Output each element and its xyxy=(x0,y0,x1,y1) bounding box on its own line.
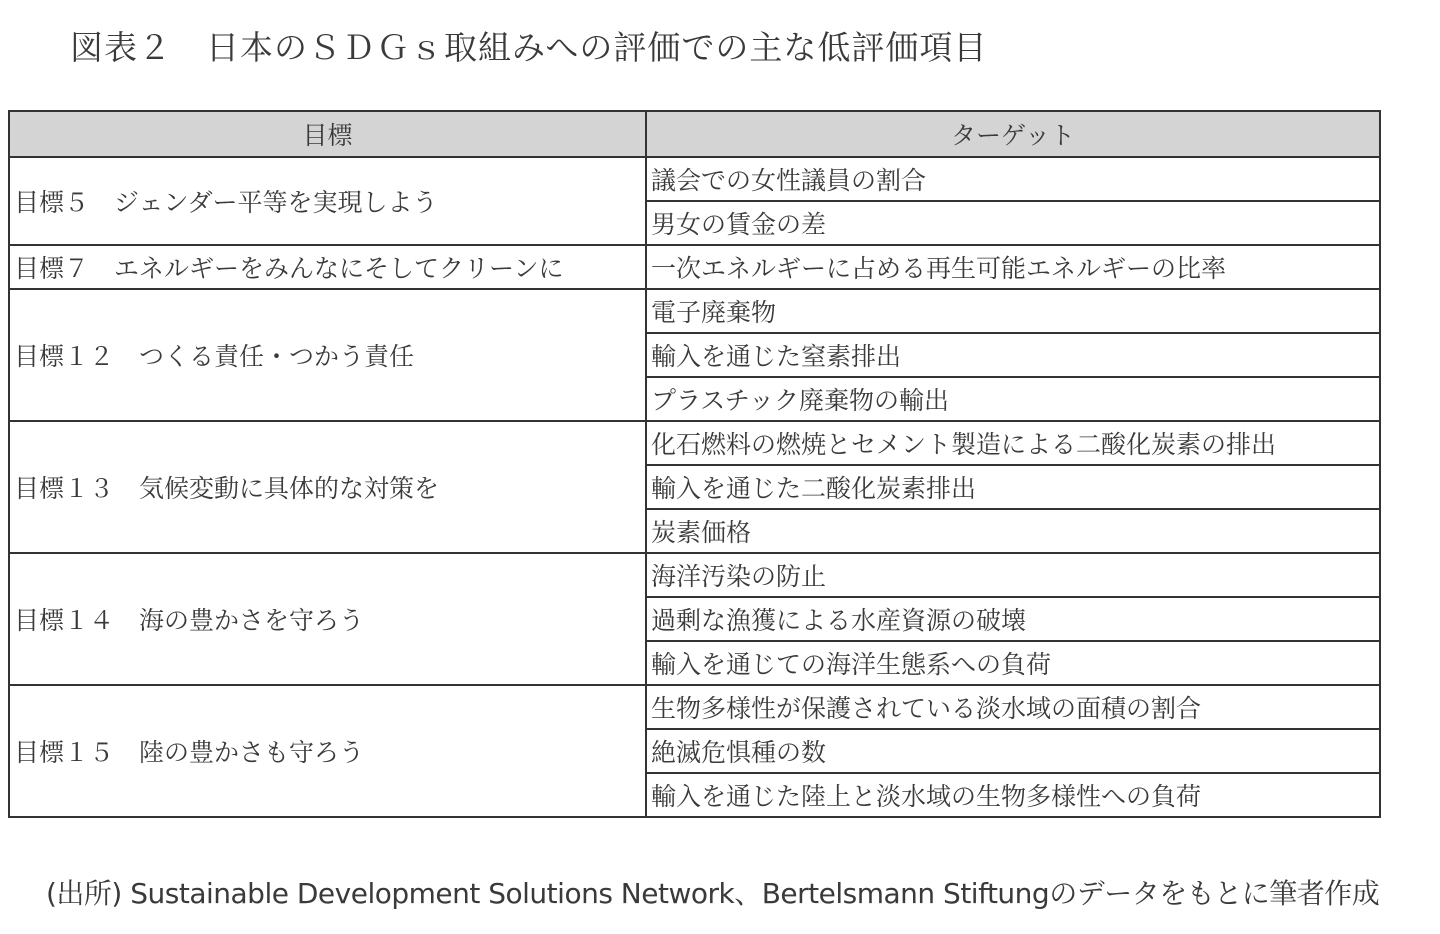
table-row xyxy=(9,421,1380,465)
goal-cell: 目標７ エネルギーをみんなにそしてクリーンに xyxy=(9,245,646,289)
table-row xyxy=(9,289,1380,333)
figure-title: 図表２ 日本のＳＤＧｓ取組みへの評価での主な低評価項目 xyxy=(70,28,988,67)
target-cell: 過剰な漁獲による水産資源の破壊 xyxy=(646,597,1380,641)
sdg-table xyxy=(8,110,1381,818)
target-cell: 輸入を通じた二酸化炭素排出 xyxy=(646,465,1380,509)
target-cell: 議会での女性議員の割合 xyxy=(646,157,1380,201)
target-cell: 輸入を通じた陸上と淡水域の生物多様性への負荷 xyxy=(646,773,1380,817)
target-cell: 一次エネルギーに占める再生可能エネルギーの比率 xyxy=(646,245,1380,289)
table-row xyxy=(9,157,1380,201)
target-cell: プラスチック廃棄物の輸出 xyxy=(646,377,1380,421)
target-cell: 絶滅危惧種の数 xyxy=(646,729,1380,773)
goal-cell: 目標５ ジェンダー平等を実現しよう xyxy=(9,157,646,245)
target-cell: 化石燃料の燃焼とセメント製造による二酸化炭素の排出 xyxy=(646,421,1380,465)
source-note: (出所) Sustainable Development Solutions Network、Bertelsmann Stiftungのデータをもとに筆者作成 xyxy=(46,877,1380,910)
column-header-target: ターゲット xyxy=(646,111,1380,157)
table-row xyxy=(9,553,1380,597)
table-body xyxy=(9,157,1380,817)
target-cell: 海洋汚染の防止 xyxy=(646,553,1380,597)
target-cell: 生物多様性が保護されている淡水域の面積の割合 xyxy=(646,685,1380,729)
goal-cell: 目標１３ 気候変動に具体的な対策を xyxy=(9,421,646,553)
goal-cell: 目標１４ 海の豊かさを守ろう xyxy=(9,553,646,685)
target-cell: 輸入を通じた窒素排出 xyxy=(646,333,1380,377)
sdg-table-container xyxy=(8,110,1379,818)
goal-cell: 目標１２ つくる責任・つかう責任 xyxy=(9,289,646,421)
table-header-row xyxy=(9,111,1380,157)
target-cell: 男女の賃金の差 xyxy=(646,201,1380,245)
table-row xyxy=(9,685,1380,729)
target-cell: 輸入を通じての海洋生態系への負荷 xyxy=(646,641,1380,685)
column-header-goal: 目標 xyxy=(9,111,646,157)
table-row xyxy=(9,245,1380,289)
target-cell: 炭素価格 xyxy=(646,509,1380,553)
target-cell: 電子廃棄物 xyxy=(646,289,1380,333)
goal-cell: 目標１５ 陸の豊かさも守ろう xyxy=(9,685,646,817)
